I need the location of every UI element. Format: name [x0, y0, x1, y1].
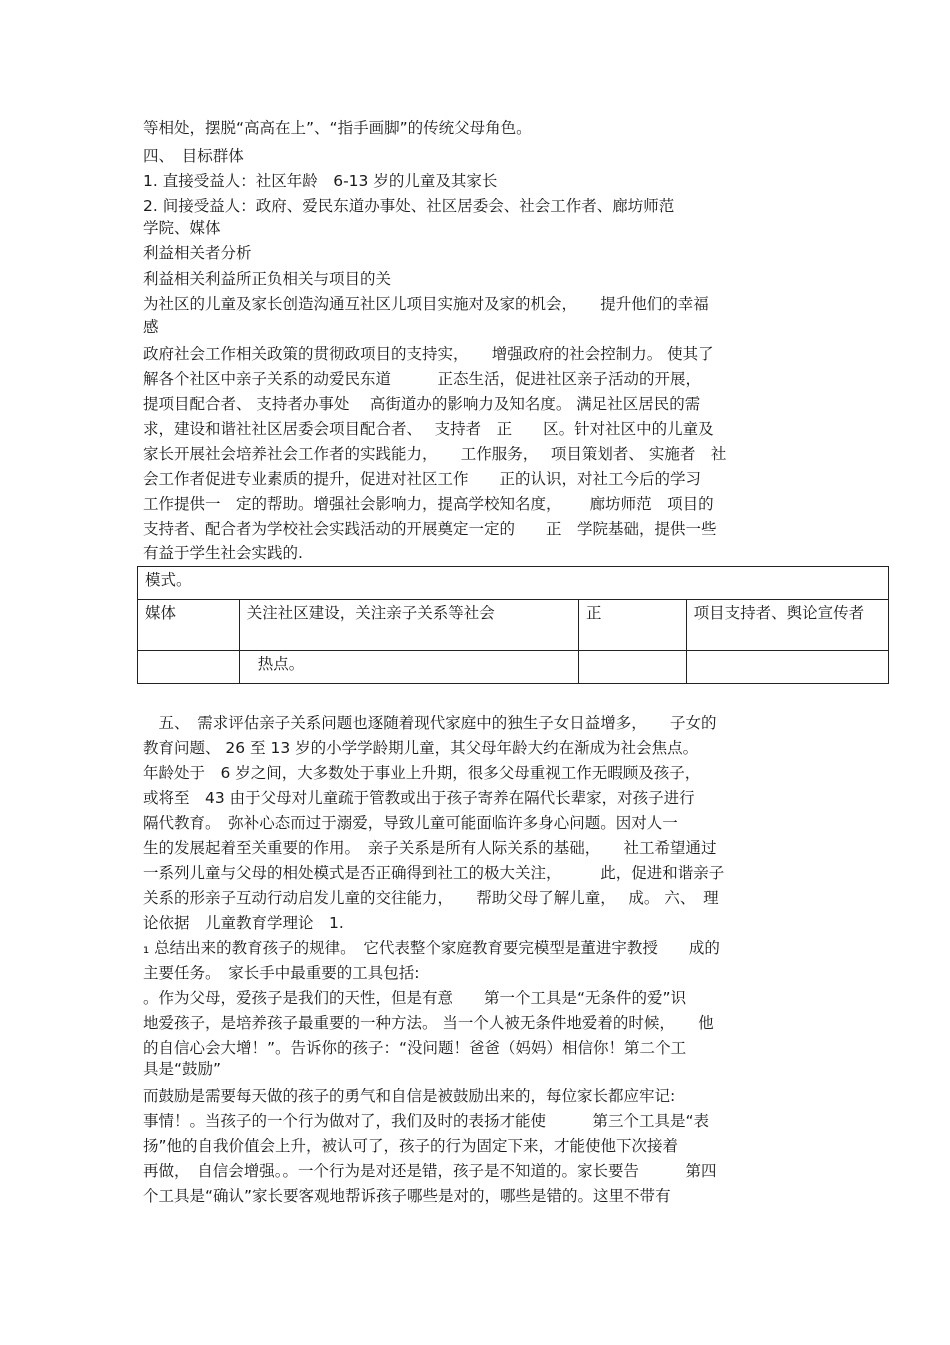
section-heading: 利益相关者分析	[143, 244, 252, 262]
text-line: 学院、媒体	[143, 219, 221, 237]
text-line: 利益相关利益所正负相关与项目的关	[143, 270, 392, 288]
text-line: 关系的形亲子互动行动启发儿童的交往能力， 帮助父母了解儿童， 成。 六、 理	[143, 889, 719, 907]
text-line: 有益于学生社会实践的.	[143, 544, 303, 562]
table-cell: 热点。	[239, 651, 578, 684]
table-row	[138, 651, 889, 684]
table-cell: 媒体	[138, 600, 240, 651]
text-line: 为社区的儿童及家长创造沟通互社区儿项目实施对及家的机会， 提升他们的幸福	[143, 295, 709, 313]
text-line: 地爱孩子，是培养孩子最重要的一种方法。 当一个人被无条件地爱着的时候， 他	[143, 1014, 714, 1032]
text-line: 工作提供一 定的帮助。增强社会影响力，提高学校知名度， 廊坊师范 项目的	[143, 495, 714, 513]
text-line: 支持者、配合者为学校社会实践活动的开展奠定一定的 正 学院基础，提供一些	[143, 520, 717, 538]
table-row	[138, 600, 889, 651]
text-line: 的自信心会大增！”。告诉你的孩子：“没问题！爸爸（妈妈）相信你！第二个工	[143, 1039, 687, 1057]
text-line: 隔代教育。 弥补心态而过于溺爱，导致儿童可能面临许多身心问题。因对人一	[143, 814, 678, 832]
table-cell: 模式。	[138, 567, 889, 600]
text-line: 年龄处于 6 岁之间，大多数处于事业上升期，很多父母重视工作无暇顾及孩子，	[143, 764, 701, 782]
text-line: 而鼓励是需要每天做的孩子的勇气和自信是被鼓励出来的，每位家长都应牢记:	[143, 1087, 676, 1105]
text-line: 论依据 儿童教育学理论 1.	[143, 914, 344, 932]
text-line: 事情！。当孩子的一个行为做对了，我们及时的表扬才能使 第三个工具是“表	[143, 1112, 710, 1130]
text-line: ₁ 总结出来的教育孩子的规律。 它代表整个家庭教育要完模型是董进宇教授 成的	[143, 939, 720, 957]
text-line: 五、 需求评估亲子关系问题也逐随着现代家庭中的独生子女日益增多， 子女的	[143, 714, 717, 732]
table-cell: 正	[578, 600, 686, 651]
stakeholder-table	[137, 566, 889, 684]
text-line: 主要任务。 家长手中最重要的工具包括:	[143, 964, 420, 982]
text-line: 2. 间接受益人：政府、爱民东道办事处、社区居委会、社会工作者、廊坊师范	[143, 197, 675, 215]
text-line: 解各个社区中亲子关系的动爱民东道 正态生活，促进社区亲子活动的开展，	[143, 370, 702, 388]
text-line: 或将至 43 由于父母对儿童疏于管教或出于孩子寄养在隔代长辈家，对孩子进行	[143, 789, 695, 807]
text-line: 教育问题、 26 至 13 岁的小学学龄期儿童，其父母年龄大约在渐成为社会焦点。	[143, 739, 699, 757]
text-line: 生的发展起着至关重要的作用。 亲子关系是所有人际关系的基础， 社工希望通过	[143, 839, 717, 857]
table-cell	[578, 651, 686, 684]
text-line: 个工具是“确认”家长要客观地帮诉孩子哪些是对的，哪些是错的。这里不带有	[143, 1187, 671, 1205]
text-line: 一系列儿童与父母的相处模式是否正确得到社工的极大关注， 此，促进和谐亲子	[143, 864, 725, 882]
text-line: 求，建设和谐社社区居委会项目配合者、 支持者 正 区。针对社区中的儿童及	[143, 420, 714, 438]
text-line: 感	[143, 318, 159, 336]
table-cell	[138, 651, 240, 684]
section-heading: 四、 目标群体	[143, 147, 244, 165]
text-line: 1. 直接受益人：社区年龄 6-13 岁的儿童及其家长	[143, 172, 498, 190]
text-line: 提项目配合者、 支持者办事处 高街道办的影响力及知名度。 满足社区居民的需	[143, 395, 701, 413]
table-cell	[686, 651, 888, 684]
text-line: 家长开展社会培养社会工作者的实践能力， 工作服务， 项目策划者、 实施者 社	[143, 445, 727, 463]
table-cell: 项目支持者、舆论宣传者	[686, 600, 888, 651]
text-line: 具是“鼓励”	[143, 1060, 222, 1078]
text-line: 等相处，摆脱“高高在上”、“指手画脚”的传统父母角色。	[143, 119, 532, 137]
text-line: 再做， 自信会增强。。一个行为是对还是错，孩子是不知道的。家长要告 第四	[143, 1162, 717, 1180]
table-row	[138, 567, 889, 600]
text-line: 扬”他的自我价值会上升，被认可了，孩子的行为固定下来，才能使他下次接着	[143, 1137, 679, 1155]
text-line: 政府社会工作相关政策的贯彻政项目的支持实， 增强政府的社会控制力。 使其了	[143, 345, 714, 363]
text-line: 会工作者促进专业素质的提升，促进对社区工作 正的认识，对社工今后的学习	[143, 470, 702, 488]
text-line: 。作为父母，爱孩子是我们的天性，但是有意 第一个工具是“无条件的爱”识	[143, 989, 687, 1007]
table-cell: 关注社区建设，关注亲子关系等社会	[239, 600, 578, 651]
